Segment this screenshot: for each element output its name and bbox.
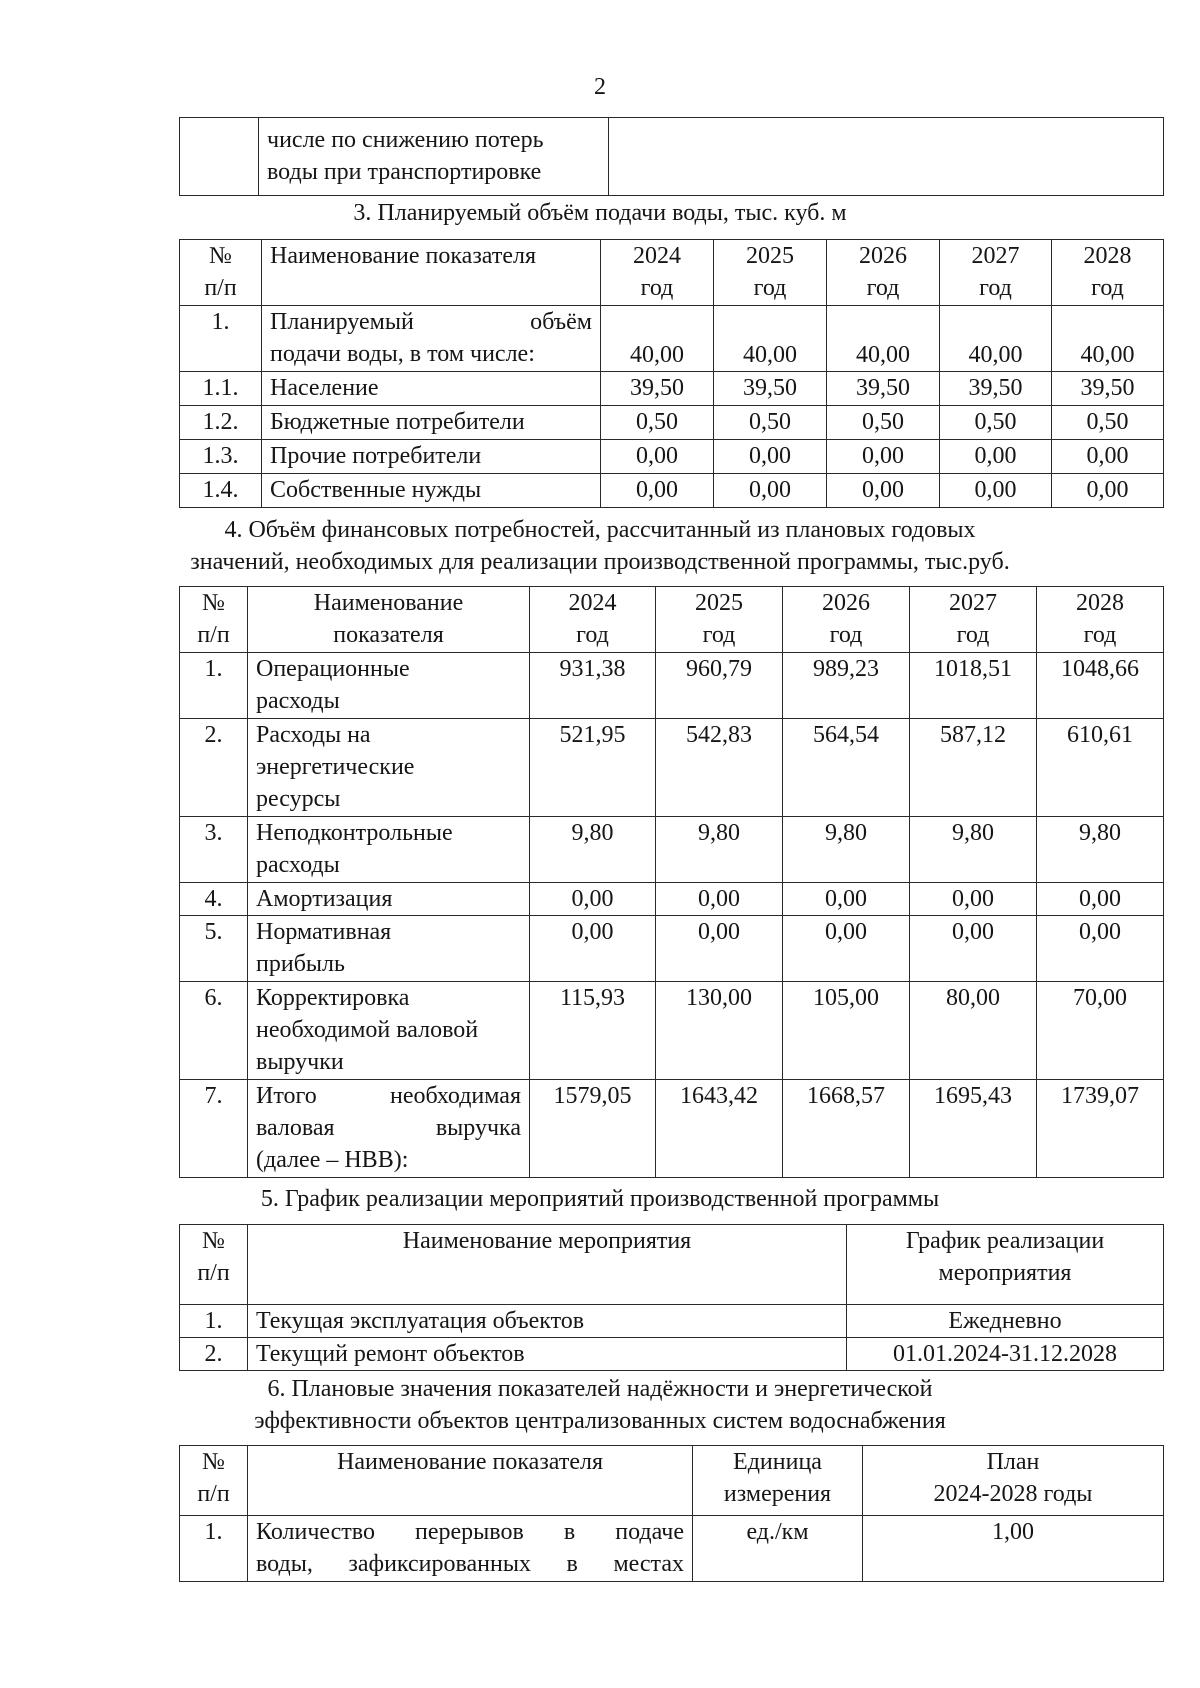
- text-line: числе по снижению потерь: [267, 127, 544, 153]
- value-cell: 0,00: [783, 883, 910, 916]
- header-year: [601, 240, 714, 306]
- value-cell: 1018,51: [910, 653, 1037, 719]
- value-cell: 0,00: [656, 883, 783, 916]
- value-cell: 564,54: [783, 719, 910, 817]
- year: 2026: [822, 590, 870, 616]
- header-year: [827, 240, 940, 306]
- value-cell: 0,00: [827, 474, 940, 508]
- table-row: [180, 474, 1164, 508]
- text-line: прибыль: [256, 951, 345, 977]
- value-cell: 40,00: [940, 306, 1052, 372]
- row-num: 1.: [180, 306, 262, 372]
- word: выручка: [435, 1115, 521, 1141]
- value-cell: 0,00: [530, 916, 656, 982]
- value-cell: 0,50: [714, 406, 827, 440]
- value-cell: 0,00: [940, 440, 1052, 474]
- year: 2025: [695, 590, 743, 616]
- text-line: Амортизация: [256, 886, 393, 912]
- row-name: [248, 653, 530, 719]
- header-text: План: [986, 1449, 1040, 1475]
- section3-title: 3. Планируемый объём подачи воды, тыс. куб. м: [353, 200, 847, 226]
- text-line: воды при транспортировке: [267, 159, 542, 185]
- value-cell: 105,00: [783, 982, 910, 1080]
- header-num: [180, 1446, 248, 1516]
- row-num: 6.: [180, 982, 248, 1080]
- text-line: расходы: [256, 852, 340, 878]
- row-name: Население: [262, 372, 601, 406]
- year-unit: год: [866, 275, 900, 301]
- header-num: [180, 587, 248, 653]
- header-text: показателя: [333, 622, 444, 648]
- text-line: (далее – НВВ):: [256, 1147, 409, 1173]
- row-schedule: 01.01.2024-31.12.2028: [847, 1338, 1164, 1371]
- value-cell: 1739,07: [1037, 1080, 1164, 1178]
- header-text: №: [202, 590, 225, 616]
- table-cell: [259, 118, 609, 196]
- header-text: п/п: [204, 275, 237, 301]
- text-line: Операционные: [256, 656, 410, 682]
- value-cell: 1668,57: [783, 1080, 910, 1178]
- row-name: [248, 1516, 693, 1582]
- row-schedule: Ежедневно: [847, 1305, 1164, 1338]
- value-cell: 130,00: [656, 982, 783, 1080]
- year: 2025: [746, 243, 794, 269]
- year: 2024: [633, 243, 681, 269]
- value-cell: 9,80: [1037, 817, 1164, 883]
- header-num: [180, 1225, 248, 1305]
- header-year: [940, 240, 1052, 306]
- table-row: [180, 1516, 1164, 1582]
- value-cell: 70,00: [1037, 982, 1164, 1080]
- word: зафиксированных: [348, 1551, 531, 1577]
- row-name: [248, 883, 530, 916]
- value-cell: 0,00: [530, 883, 656, 916]
- table-row: [180, 719, 1164, 817]
- word: подаче: [615, 1519, 684, 1545]
- value-cell: 542,83: [656, 719, 783, 817]
- table-cell: [180, 118, 259, 196]
- text-line: подачи воды, в том числе:: [270, 341, 535, 367]
- text-line: расходы: [256, 688, 340, 714]
- year: 2027: [949, 590, 997, 616]
- value-cell: 1579,05: [530, 1080, 656, 1178]
- table-row: [180, 916, 1164, 982]
- row-num: 2.: [180, 1338, 248, 1371]
- value-cell: 0,00: [827, 440, 940, 474]
- page-number: 2: [594, 74, 606, 100]
- value-cell: 39,50: [601, 372, 714, 406]
- row-name: Текущая эксплуатация объектов: [248, 1305, 847, 1338]
- row-num: 7.: [180, 1080, 248, 1178]
- section5-title: 5. График реализации мероприятий производственной программы: [260, 1186, 940, 1212]
- value-cell: 0,00: [601, 440, 714, 474]
- value-cell: 39,50: [714, 372, 827, 406]
- value-cell: 9,80: [910, 817, 1037, 883]
- value-cell: 960,79: [656, 653, 783, 719]
- header-year: [783, 587, 910, 653]
- table-row: [180, 406, 1164, 440]
- row-num: 1.: [180, 1305, 248, 1338]
- value-cell: 40,00: [1052, 306, 1164, 372]
- header-row: [180, 1225, 1164, 1305]
- value-cell: 0,00: [714, 440, 827, 474]
- row-name: [248, 1080, 530, 1178]
- year-unit: год: [829, 622, 863, 648]
- header-year: [530, 587, 656, 653]
- header-year: [656, 587, 783, 653]
- text-line: энергетические: [256, 754, 415, 780]
- row-name: Бюджетные потребители: [262, 406, 601, 440]
- row-name: [248, 982, 530, 1080]
- row-name: [248, 817, 530, 883]
- year-unit: год: [956, 622, 990, 648]
- word: местах: [613, 1551, 684, 1577]
- table-row: [180, 118, 1164, 196]
- header-text: 2024-2028 годы: [933, 1481, 1093, 1507]
- table-cell: [609, 118, 1164, 196]
- word: перерывов: [415, 1519, 524, 1545]
- value-cell: 1695,43: [910, 1080, 1037, 1178]
- header-num: [180, 240, 262, 306]
- value-cell: 0,50: [827, 406, 940, 440]
- row-name: [248, 916, 530, 982]
- header-text: №: [202, 1228, 225, 1254]
- value-cell: 1643,42: [656, 1080, 783, 1178]
- year-unit: год: [979, 275, 1012, 301]
- row-num: 1.1.: [180, 372, 262, 406]
- value-cell: 1048,66: [1037, 653, 1164, 719]
- word: воды,: [256, 1551, 313, 1577]
- header-text: Наименование: [313, 590, 464, 616]
- year-unit: год: [1083, 622, 1117, 648]
- header-text: Единица: [733, 1449, 822, 1475]
- table-row: [180, 883, 1164, 916]
- value-cell: 0,00: [1052, 474, 1164, 508]
- text-line: выручки: [256, 1049, 344, 1075]
- header-text: График реализации: [905, 1228, 1105, 1254]
- value-cell: 39,50: [827, 372, 940, 406]
- header-schedule: [847, 1225, 1164, 1305]
- row-num: 3.: [180, 817, 248, 883]
- table-row: [180, 372, 1164, 406]
- header-text: п/п: [197, 1260, 230, 1286]
- text-line: Корректировка: [256, 985, 410, 1011]
- row-num: 4.: [180, 883, 248, 916]
- row-unit: ед./км: [693, 1516, 863, 1582]
- header-text: №: [202, 1449, 225, 1475]
- value-cell: 0,00: [910, 883, 1037, 916]
- header-text: п/п: [197, 1481, 230, 1507]
- text-line: Расходы на: [256, 722, 371, 748]
- text-line: Неподконтрольные: [256, 820, 453, 846]
- header-year: [714, 240, 827, 306]
- row-name: Текущий ремонт объектов: [248, 1338, 847, 1371]
- table-row: [180, 1338, 1164, 1371]
- table-row: [180, 440, 1164, 474]
- header-text: мероприятия: [938, 1260, 1072, 1286]
- header-unit: [693, 1446, 863, 1516]
- year: 2024: [568, 590, 617, 616]
- header-name: [248, 587, 530, 653]
- table-row: [180, 817, 1164, 883]
- year-unit: год: [1091, 275, 1124, 301]
- section6-table: [179, 1445, 1164, 1582]
- value-cell: 0,00: [601, 474, 714, 508]
- value-cell: 931,38: [530, 653, 656, 719]
- header-name: Наименование показателя: [262, 240, 601, 306]
- section4-table: [179, 586, 1164, 1178]
- row-num: 1.: [180, 653, 248, 719]
- table-row: [180, 982, 1164, 1080]
- header-year: [910, 587, 1037, 653]
- value-cell: 0,00: [783, 916, 910, 982]
- title-line: значений, необходимых для реализации производственной программы, тыс.руб.: [190, 549, 1010, 575]
- year: 2028: [1083, 243, 1132, 269]
- row-plan: 1,00: [863, 1516, 1164, 1582]
- word: в: [563, 1519, 576, 1545]
- value-cell: 989,23: [783, 653, 910, 719]
- value-cell: 587,12: [910, 719, 1037, 817]
- value-cell: 39,50: [1052, 372, 1164, 406]
- word: валовая: [256, 1115, 335, 1141]
- value-cell: 0,00: [1052, 440, 1164, 474]
- value-cell: 115,93: [530, 982, 656, 1080]
- header-year: [1037, 587, 1164, 653]
- year-unit: год: [640, 275, 674, 301]
- row-num: 1.4.: [180, 474, 262, 508]
- header-year: [1052, 240, 1164, 306]
- value-cell: 40,00: [827, 306, 940, 372]
- word: необходимая: [390, 1083, 521, 1109]
- value-cell: 0,50: [940, 406, 1052, 440]
- row-num: 5.: [180, 916, 248, 982]
- header-row: [180, 587, 1164, 653]
- year: 2026: [859, 243, 907, 269]
- row-name: Прочие потребители: [262, 440, 601, 474]
- table-row: [180, 1305, 1164, 1338]
- row-num: 1.3.: [180, 440, 262, 474]
- value-cell: 0,50: [1052, 406, 1164, 440]
- value-cell: 9,80: [783, 817, 910, 883]
- section5-table: [179, 1224, 1164, 1371]
- header-row: [180, 1446, 1164, 1516]
- section6-title: [0, 1373, 1200, 1437]
- value-cell: 9,80: [656, 817, 783, 883]
- section4-title: [0, 514, 1200, 578]
- value-cell: 610,61: [1037, 719, 1164, 817]
- value-cell: 9,80: [530, 817, 656, 883]
- text-line: ресурсы: [256, 786, 341, 812]
- row-name: [262, 306, 601, 372]
- year: 2027: [971, 243, 1020, 269]
- text-line: Нормативная: [256, 919, 392, 945]
- top-continuation-table: [179, 117, 1164, 196]
- value-cell: 0,00: [1037, 883, 1164, 916]
- title-line: 4. Объём финансовых потребностей, рассчитанный из плановых годовых: [224, 517, 976, 543]
- section3-table: [179, 239, 1164, 508]
- word: объём: [530, 309, 592, 335]
- year: 2028: [1076, 590, 1124, 616]
- header-text: п/п: [197, 622, 230, 648]
- header-text: измерения: [723, 1481, 832, 1507]
- year-unit: год: [702, 622, 736, 648]
- header-name: Наименование показателя: [248, 1446, 693, 1516]
- value-cell: 0,00: [940, 474, 1052, 508]
- word: Итого: [256, 1083, 317, 1109]
- title-line: эффективности объектов централизованных систем водоснабжения: [254, 1408, 946, 1434]
- header-plan: [863, 1446, 1164, 1516]
- value-cell: 0,00: [656, 916, 783, 982]
- row-name: Собственные нужды: [262, 474, 601, 508]
- table-row: [180, 1080, 1164, 1178]
- year-unit: год: [753, 275, 787, 301]
- row-name: [248, 719, 530, 817]
- header-text: №: [209, 243, 232, 269]
- value-cell: 80,00: [910, 982, 1037, 1080]
- value-cell: 0,00: [714, 474, 827, 508]
- value-cell: 0,50: [601, 406, 714, 440]
- value-cell: 0,00: [910, 916, 1037, 982]
- header-name: Наименование мероприятия: [248, 1225, 847, 1305]
- value-cell: 40,00: [714, 306, 827, 372]
- value-cell: 0,00: [1037, 916, 1164, 982]
- text-line: необходимой валовой: [256, 1017, 479, 1043]
- value-cell: 40,00: [601, 306, 714, 372]
- word: Планируемый: [270, 309, 414, 335]
- word: в: [566, 1551, 578, 1577]
- row-num: 2.: [180, 719, 248, 817]
- table-row: [180, 653, 1164, 719]
- title-line: 6. Плановые значения показателей надёжности и энергетической: [267, 1376, 933, 1402]
- header-row: [180, 240, 1164, 306]
- row-num: 1.2.: [180, 406, 262, 440]
- value-cell: 521,95: [530, 719, 656, 817]
- value-cell: 39,50: [940, 372, 1052, 406]
- word: Количество: [256, 1519, 375, 1545]
- row-num: 1.: [180, 1516, 248, 1582]
- year-unit: год: [576, 622, 609, 648]
- table-row: [180, 306, 1164, 372]
